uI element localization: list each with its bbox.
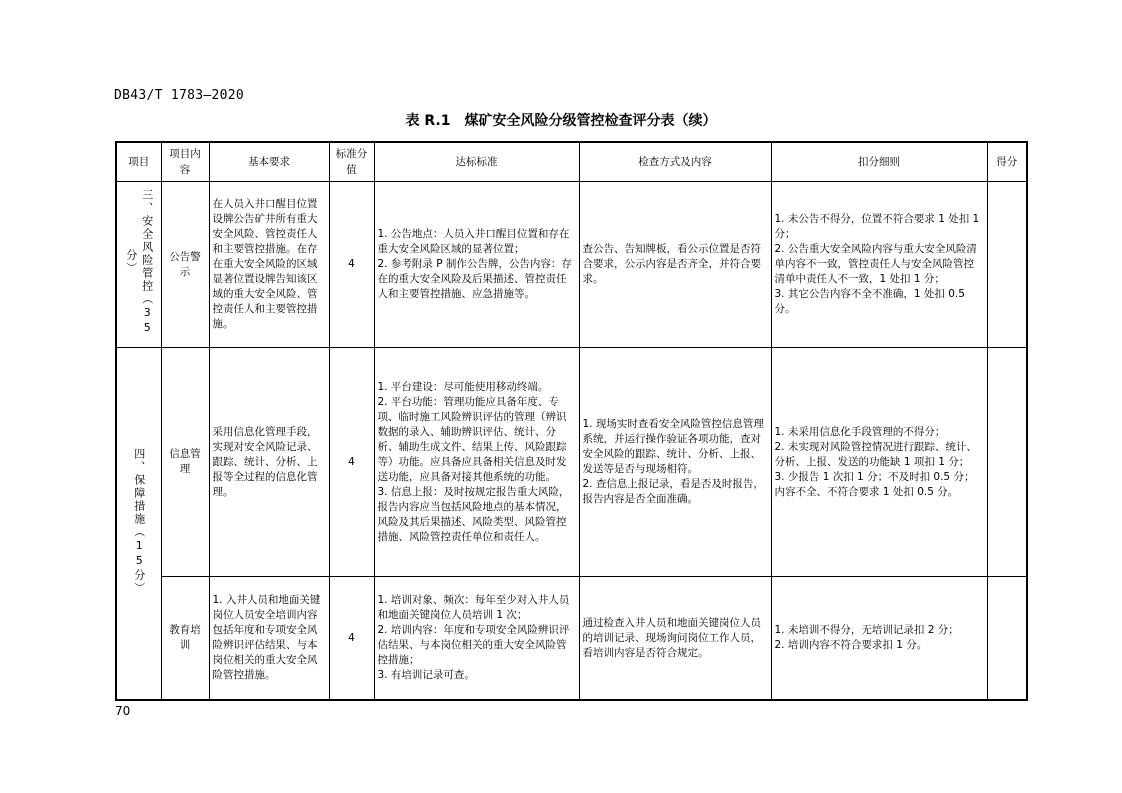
standard-line: 3. 信息上报：及时按规定报告重大风险，报告内容应当包括风险地点的基本情况，风险及其后果描述、风险类型、风险管控措施、风险管控责任单位和责任人。 xyxy=(377,485,570,543)
header-item-content: 项目内容 xyxy=(161,142,209,182)
group-title: 三、安全风险管控（35分） xyxy=(124,188,154,336)
deduction-rules-cell xyxy=(771,182,987,348)
standard-line: 1. 公告地点：人员入井口醒目位置和存在重大安全风险区域的显著位置； xyxy=(377,228,570,255)
deduction-line: 3. 其它公告内容不全不准确，1 处扣 0.5 分。 xyxy=(774,288,965,315)
score-obtained-cell xyxy=(987,577,1027,701)
standard-line: 3. 有培训记录可查。 xyxy=(377,669,475,681)
score-obtained-cell xyxy=(987,182,1027,348)
group-cell-risk-control xyxy=(116,182,161,348)
standard-score-cell: 4 xyxy=(329,182,374,348)
table-header-row xyxy=(116,142,1027,182)
method-line: 1. 现场实时查看安全风险管控信息管理系统，并运行操作验证各项功能，查对安全风险的跟踪、统计、分析、上报、发送等是否与现场相符。 xyxy=(582,418,764,475)
header-check-method: 检查方式及内容 xyxy=(579,142,771,182)
document-code: DB43/T 1783—2020 xyxy=(114,88,245,103)
header-item: 项目 xyxy=(116,142,161,182)
table-row xyxy=(116,577,1027,701)
compliance-standard-cell xyxy=(374,182,579,348)
header-compliance-standard: 达标标准 xyxy=(374,142,579,182)
standard-line: 2. 平台功能：管理功能应具备年度、专项、临时施工风险辨识评估的管理（辨识数据的录入、辅助辨识评估、统计、分析、辅助生成文件、结果上传、风险跟踪等）功能。应具备应具备相关信息及时发送功能，应具备对接其他系统的功能。 xyxy=(377,395,567,483)
basic-requirement-cell: 1. 入井人员和地面关键岗位人员安全培训内容包括年度和专项安全风险辨识评估结果、与本岗位相关的重大安全风险管控措施。 xyxy=(209,577,329,701)
deduction-line: 1. 未公告不得分，位置不符合要求 1 处扣 1 分； xyxy=(774,213,980,240)
standard-line: 2. 培训内容：年度和专项安全风险辨识评估结果、与本岗位相关的重大安全风险管控措施； xyxy=(377,624,570,666)
page-number: 70 xyxy=(115,704,131,718)
deduction-line: 2. 未实现对风险管控情况进行跟踪、统计、分析、上报、发送的功能缺 1 项扣 1 分； xyxy=(774,440,977,468)
deduction-line: 1. 未采用信息化手段管理的不得分； xyxy=(774,425,946,438)
item-content-cell: 公告警示 xyxy=(161,182,209,348)
header-deduction-rules: 扣分细则 xyxy=(771,142,987,182)
deduction-line: 1. 未培训不得分，无培训记录扣 2 分； xyxy=(774,624,959,636)
method-line: 2. 查信息上报记录，看是否及时报告，报告内容是否全面准确。 xyxy=(582,478,764,505)
standard-line: 1. 平台建设：尽可能使用移动终端。 xyxy=(377,380,549,393)
deduction-line: 2. 培训内容不符合要求扣 1 分。 xyxy=(774,639,928,651)
deduction-rules-cell xyxy=(771,348,987,577)
standard-score-cell: 4 xyxy=(329,348,374,577)
header-basic-requirement: 基本要求 xyxy=(209,142,329,182)
check-method-cell xyxy=(579,348,771,577)
compliance-standard-cell xyxy=(374,577,579,701)
standard-line: 2. 参考附录 P 制作公告牌，公告内容：存在的重大安全风险及后果描述、管控责任人和主要管控措施、应急措施等。 xyxy=(377,258,572,300)
item-content-cell: 教育培训 xyxy=(161,577,209,701)
deduction-line: 2. 公告重大安全风险内容与重大安全风险清单内容不一致，管控责任人与安全风险管控清单中责任人不一致，1 处扣 1 分； xyxy=(774,243,977,285)
table-row xyxy=(116,348,1027,577)
basic-requirement-cell: 采用信息化管理手段，实现对安全风险记录、跟踪、统计、分析、上报等全过程的信息化管理。 xyxy=(209,348,329,577)
scoring-table xyxy=(115,141,1028,701)
item-content-cell: 信息管理 xyxy=(161,348,209,577)
score-obtained-cell xyxy=(987,348,1027,577)
header-score-obtained: 得分 xyxy=(987,142,1027,182)
table-row xyxy=(116,182,1027,348)
basic-requirement-cell: 在人员入井口醒目位置设牌公告矿井所有重大安全风险、管控责任人和主要管控措施。在存在重大安全风险的区域显著位置设牌告知该区域的重大安全风险、管控责任人和主要管控措施。 xyxy=(209,182,329,348)
standard-line: 1. 培训对象、频次：每年至少对入井人员和地面关键岗位人员培训 1 次； xyxy=(377,594,570,621)
table-title: 表 R.1 煤矿安全风险分级管控检查评分表（续） xyxy=(405,113,717,129)
group-title: 四、保障措施（15分） xyxy=(132,447,146,595)
group-cell-safeguards xyxy=(116,348,161,701)
check-method-cell: 通过检查入井人员和地面关键岗位人员的培训记录、现场询问岗位工作人员，看培训内容是否符合规定。 xyxy=(579,577,771,701)
check-method-cell: 查公告、告知牌板，看公示位置是否符合要求，公示内容是否齐全，并符合要求。 xyxy=(579,182,771,348)
deduction-rules-cell xyxy=(771,577,987,701)
compliance-standard-cell xyxy=(374,348,579,577)
deduction-line: 3. 少报告 1 次扣 1 分；不及时扣 0.5 分；内容不全、不符合要求 1 处扣 0.5 分。 xyxy=(774,470,975,498)
header-standard-score: 标准分值 xyxy=(329,142,374,182)
standard-score-cell: 4 xyxy=(329,577,374,701)
